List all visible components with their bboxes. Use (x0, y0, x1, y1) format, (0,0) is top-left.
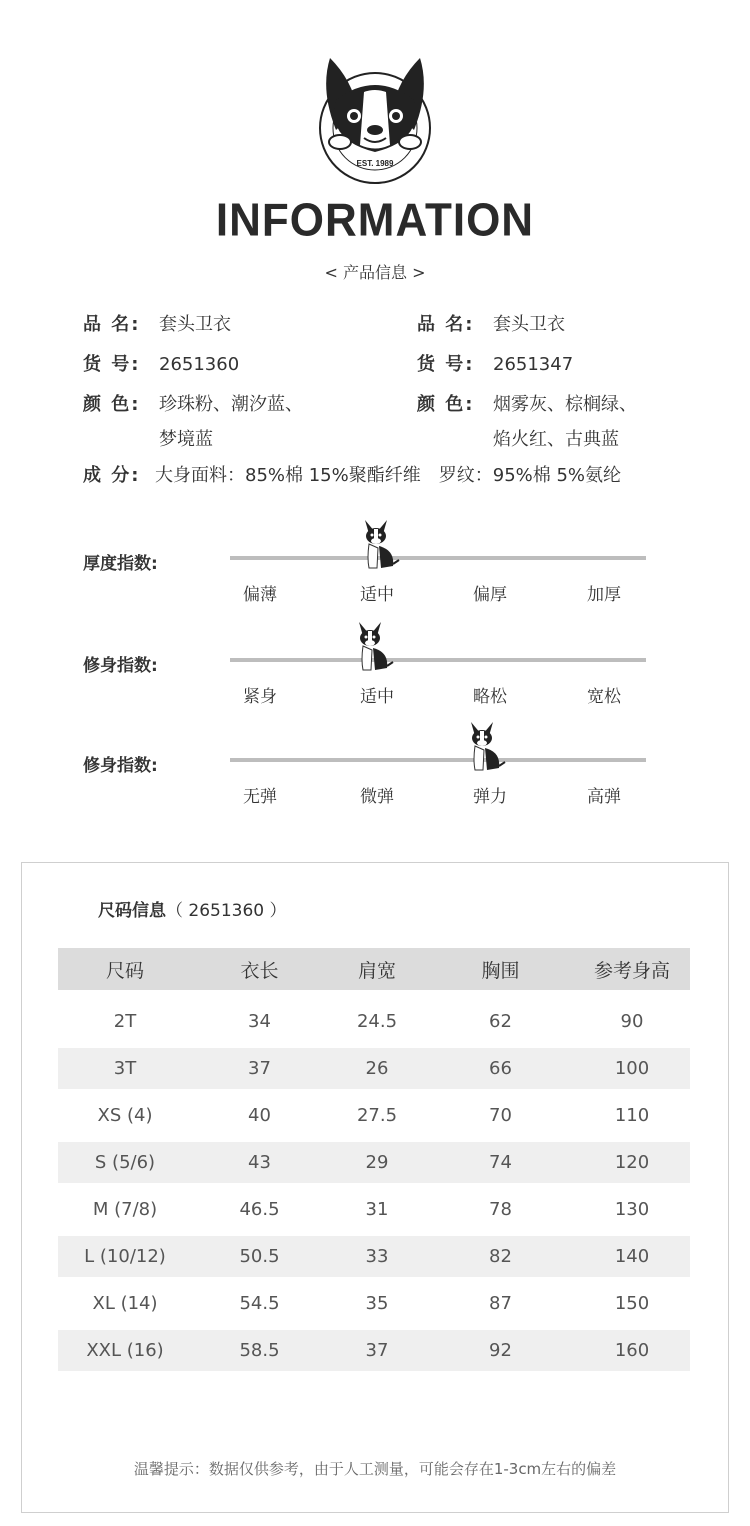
size-title-text: 尺码信息 (98, 901, 166, 921)
table-cell: 62 (489, 1011, 512, 1032)
color-value-line1: 珍珠粉、潮汐蓝、 (159, 394, 303, 415)
name-value: 套头卫衣 (493, 314, 565, 335)
index-tick-label: 弹力 (473, 787, 507, 807)
color-label: 颜 色: (417, 394, 475, 415)
table-row (58, 1095, 690, 1136)
table-header (58, 948, 690, 990)
table-cell: S (5/6) (94, 1152, 156, 1173)
table-row (58, 1330, 690, 1371)
index-tick-label: 微弹 (360, 787, 394, 807)
page-title: INFORMATION (215, 194, 535, 247)
column-header: 肩宽 (357, 959, 396, 982)
table-row (58, 1189, 690, 1230)
index-label: 厚度指数: (83, 554, 158, 574)
index-track (230, 758, 646, 762)
table-cell: XXL (16) (86, 1340, 164, 1361)
product-info-2 (417, 307, 637, 457)
size-table-title (98, 896, 287, 921)
table-cell: 66 (489, 1058, 512, 1079)
table-cell: 37 (365, 1340, 389, 1361)
index-tick-label: 适中 (360, 585, 394, 605)
table-cell: 120 (614, 1152, 650, 1173)
table-cell: 130 (614, 1199, 650, 1220)
table-cell: 100 (614, 1058, 650, 1079)
table-cell: 74 (489, 1152, 512, 1173)
table-cell: 54.5 (239, 1293, 280, 1314)
color-value-line2: 梦境蓝 (159, 429, 213, 450)
color-label: 颜 色: (83, 394, 141, 415)
table-cell: 92 (489, 1340, 512, 1361)
index-tick-label: 偏厚 (473, 585, 507, 605)
composition (83, 458, 621, 493)
table-cell: 26 (365, 1058, 389, 1079)
page-subtitle: < 产品信息 > (324, 263, 426, 282)
sku-value: 2651360 (159, 354, 240, 375)
color-value-line1: 烟雾灰、棕榈绿、 (493, 394, 637, 415)
composition-label: 成 分: (83, 465, 141, 486)
column-header: 尺码 (105, 959, 144, 982)
index-tick-label: 略松 (473, 687, 507, 707)
table-cell: 110 (614, 1105, 650, 1126)
table-cell: 82 (489, 1246, 512, 1267)
table-cell: 37 (248, 1058, 271, 1079)
table-cell: 58.5 (239, 1340, 280, 1361)
dog-marker-icon (463, 720, 507, 772)
table-cell: 3T (113, 1058, 137, 1079)
column-header: 衣长 (240, 959, 279, 982)
table-row (58, 1048, 690, 1089)
table-cell: 27.5 (356, 1105, 398, 1126)
table-cell: 150 (614, 1293, 650, 1314)
index-tick-label: 紧身 (243, 687, 277, 707)
table-cell: 31 (365, 1199, 389, 1220)
table-cell: 160 (614, 1340, 650, 1361)
size-title-sku: （ 2651360 ） (166, 901, 287, 921)
table-cell: L (10/12) (84, 1246, 166, 1267)
table-row (58, 1001, 690, 1042)
name-value: 套头卫衣 (159, 314, 231, 335)
table-cell: 140 (614, 1246, 650, 1267)
table-cell: 70 (489, 1105, 512, 1126)
index-tick-label: 无弹 (243, 787, 277, 807)
measurement-note: 温馨提示：数据仅供参考，由于人工测量，可能会存在1-3cm左右的偏差 (133, 1460, 617, 1478)
column-header: 参考身高 (593, 959, 670, 982)
index-tick-label: 宽松 (587, 687, 621, 707)
index-label: 修身指数: (83, 656, 158, 676)
table-row (58, 1236, 690, 1277)
index-tick-label: 高弹 (587, 787, 621, 807)
sku-label: 货 号: (83, 354, 141, 375)
index-tick-label: 适中 (360, 687, 394, 707)
size-table (58, 948, 690, 1377)
table-cell: 50.5 (239, 1246, 280, 1267)
dog-marker-icon (351, 620, 395, 672)
dog-marker-icon (357, 518, 401, 570)
table-cell: 2T (113, 1011, 137, 1032)
table-cell: 78 (489, 1199, 512, 1220)
table-cell: 29 (365, 1152, 389, 1173)
name-label: 品 名: (417, 314, 475, 335)
index-tick-label: 加厚 (587, 585, 621, 605)
name-label: 品 名: (83, 314, 141, 335)
table-row (58, 1142, 690, 1183)
table-cell: 87 (489, 1293, 512, 1314)
color-value-line2: 焰火红、古典蓝 (493, 429, 619, 450)
index-track (230, 556, 646, 560)
product-info-1 (83, 307, 303, 457)
index-label: 修身指数: (83, 756, 158, 776)
table-cell: XL (14) (92, 1293, 158, 1314)
composition-value: 大身面料：85%棉 15%聚酯纤维 罗纹：95%棉 5%氨纶 (155, 465, 622, 486)
table-cell: XS (4) (97, 1105, 153, 1126)
table-cell: 33 (365, 1246, 389, 1267)
table-cell: 24.5 (356, 1011, 398, 1032)
table-cell: 46.5 (239, 1199, 280, 1220)
sku-value: 2651347 (493, 354, 574, 375)
table-cell: 40 (248, 1105, 271, 1126)
brand-logo (312, 50, 438, 186)
table-cell: 35 (365, 1293, 389, 1314)
index-track (230, 658, 646, 662)
svg-text:EST. 1989: EST. 1989 (356, 159, 394, 168)
column-header: 胸围 (481, 959, 520, 982)
table-cell: 90 (620, 1011, 644, 1032)
table-row (58, 1283, 690, 1324)
sku-label: 货 号: (417, 354, 475, 375)
table-cell: M (7/8) (92, 1199, 158, 1220)
table-cell: 43 (248, 1152, 271, 1173)
table-cell: 34 (248, 1011, 271, 1032)
index-tick-label: 偏薄 (243, 585, 277, 605)
